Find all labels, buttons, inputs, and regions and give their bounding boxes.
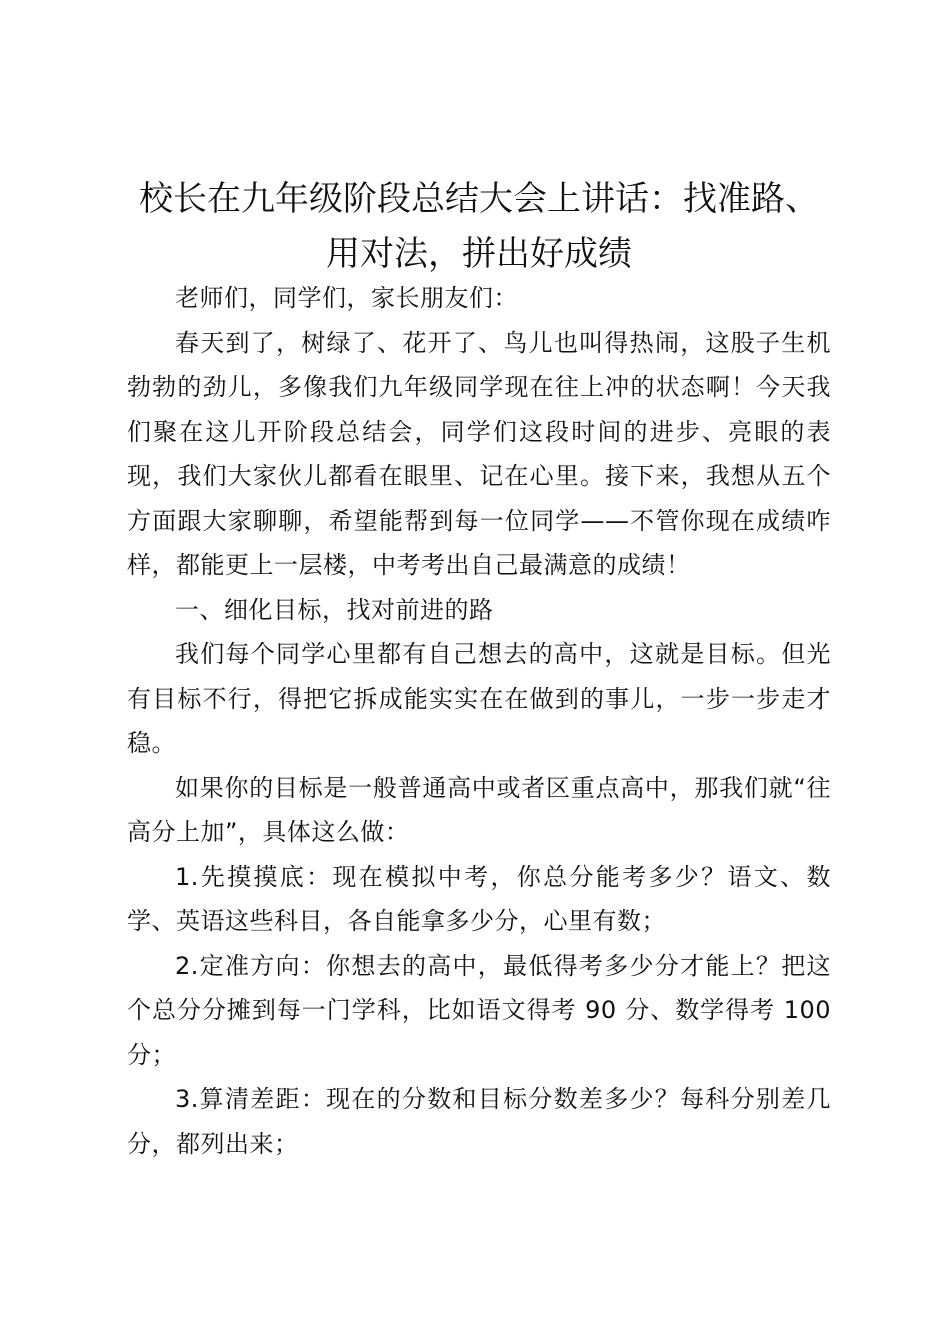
paragraph-intro: 春天到了，树绿了、花开了、鸟儿也叫得热闹，这股子生机勃勃的劲儿，多像我们九年级同学现在往上冲的状态啊！今天我们聚在这儿开阶段总结会，同学们这段时间的进步、亮眼的表现，我们大家伙儿都看在眼里、记在心里。接下来，我想从五个方面跟大家聊聊，希望能帮到每一位同学——不管你现在成绩咋样，都能更上一层楼，中考考出自己最满意的成绩！ xyxy=(127,328,831,579)
section-heading-1: 一、细化目标，找对前进的路 xyxy=(175,595,494,624)
list-item-2: 2.定准方向：你想去的高中，最低得考多少分才能上？把这个总分分摊到每一门学科，比如语文得考 90 分、数学得考 100 分； xyxy=(127,951,831,1069)
list-item-1: 1.先摸摸底：现在模拟中考，你总分能考多少？语文、数学、英语这些科目，各自能拿多少分，心里有数； xyxy=(127,862,831,935)
paragraph-target-school: 如果你的目标是一般普通高中或者区重点高中，那我们就“往高分上加”，具体这么做： xyxy=(127,773,831,846)
document-body xyxy=(127,276,831,1166)
document-title: 校长在九年级阶段总结大会上讲话：找准路、 用对法，拼出好成绩 xyxy=(139,179,819,274)
list-item-3: 3.算清差距：现在的分数和目标分数差多少？每科分别差几分，都列出来； xyxy=(127,1085,831,1158)
paragraph-goal: 我们每个同学心里都有自己想去的高中，这就是目标。但光有目标不行，得把它拆成能实实在在做到的事儿，一步一步走才稳。 xyxy=(127,640,831,757)
paragraph-greeting: 老师们，同学们，家长朋友们： xyxy=(175,284,518,312)
